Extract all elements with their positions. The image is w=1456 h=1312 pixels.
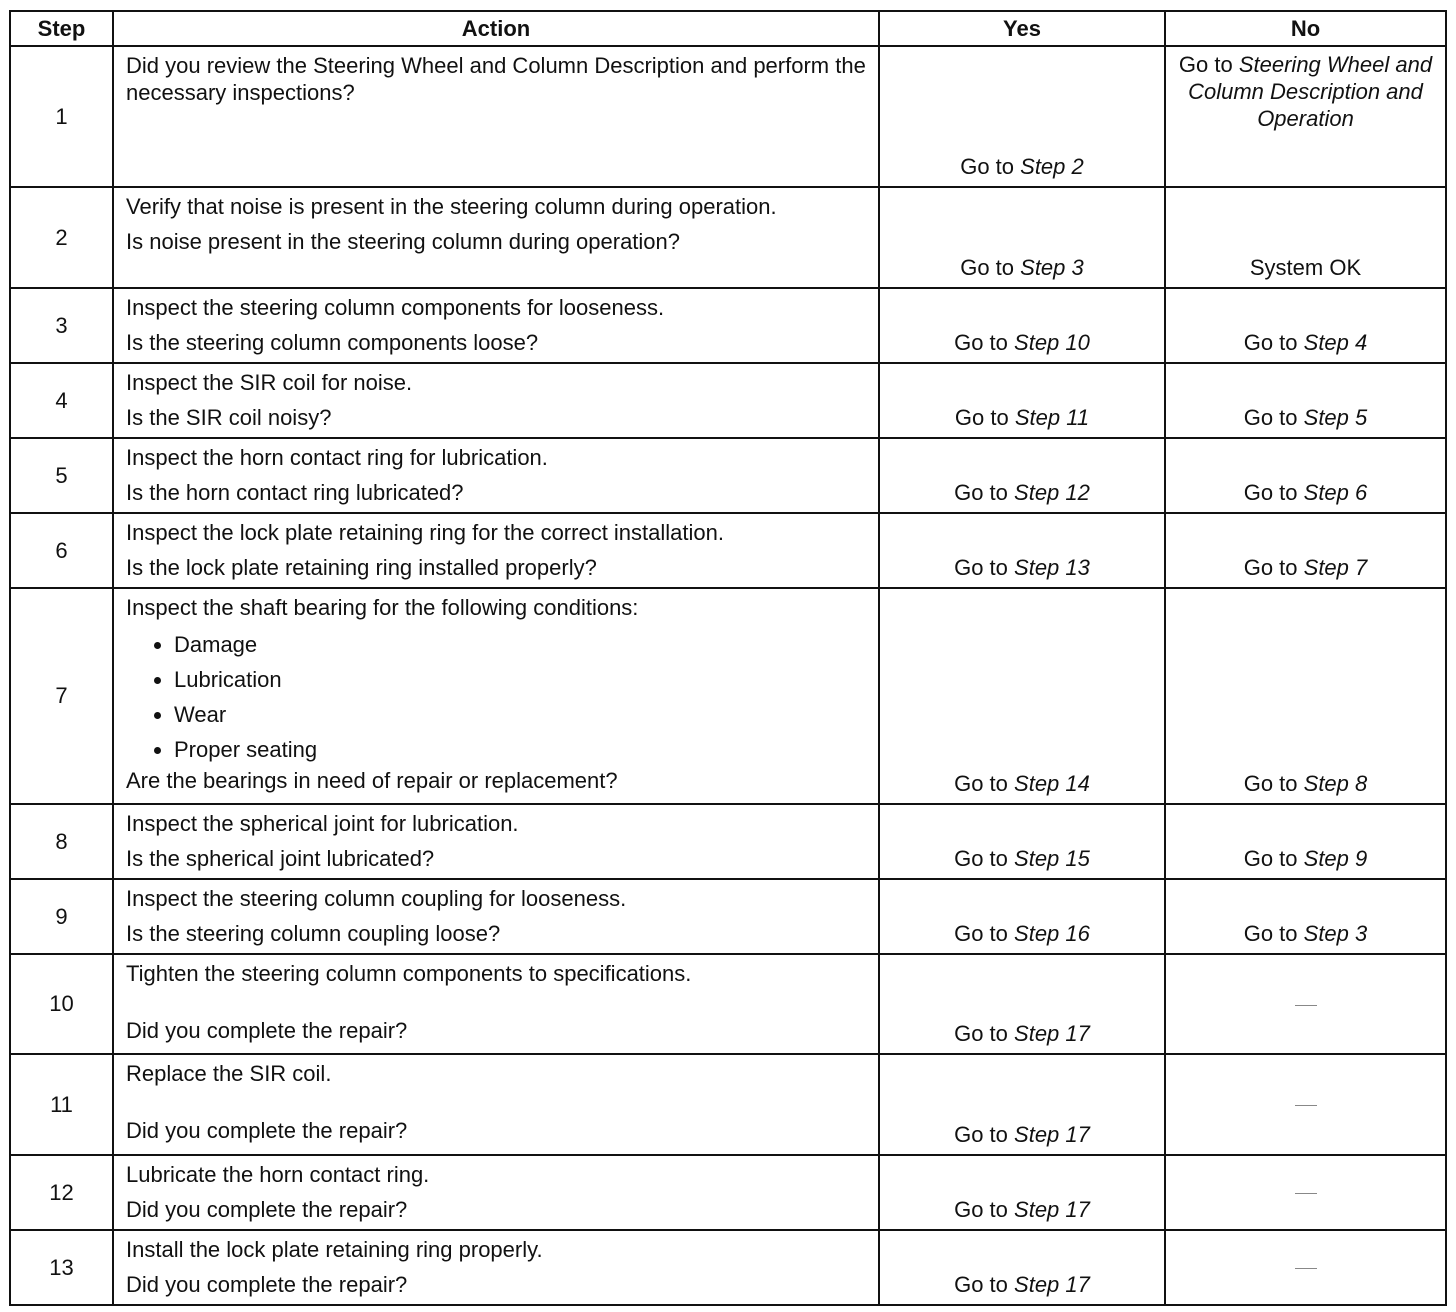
table-row [10,1155,1446,1230]
step-link [1020,255,1084,280]
action-instruction: Inspect the horn contact ring for lubrication. [126,445,548,470]
action-cell [113,804,879,879]
step-number-cell: 5 [10,438,113,513]
go-to-text: Go to [954,771,1008,796]
step-word: Step [1014,555,1060,580]
step-link [1014,480,1090,505]
table-row [10,288,1446,363]
step-word: Step [1014,846,1060,871]
step-number: 17 [1065,1122,1090,1147]
header-step: Step [10,11,113,46]
step-word: Step [1303,330,1349,355]
action-cell [113,363,879,438]
step-link [1014,1021,1090,1046]
action-cell [113,588,879,804]
table-row [10,588,1446,804]
no-cell [1165,879,1446,954]
action-question: Is the horn contact ring lubricated? [126,480,464,505]
go-to-text: Go to [954,1021,1008,1046]
step-link [1014,1197,1090,1222]
step-link [1015,405,1089,430]
step-number: 11 [1066,405,1090,430]
step-word: Step [1014,1197,1060,1222]
no-cell [1165,187,1446,288]
step-link [1014,1122,1090,1147]
no-cell [1165,1054,1446,1155]
table-row [10,187,1446,288]
action-instruction: Inspect the spherical joint for lubrication. [126,811,519,836]
step-number-cell: 12 [10,1155,113,1230]
no-cell [1165,46,1446,187]
action-cell [113,513,879,588]
not-applicable-dash [1295,1193,1317,1194]
action-question: Is the steering column components loose? [126,330,539,355]
step-number-cell: 2 [10,187,113,288]
step-number: 9 [1355,846,1368,871]
go-to-text: Go to [954,921,1008,946]
yes-cell [879,1230,1165,1305]
step-link [1014,555,1090,580]
action-cell [113,879,879,954]
go-to-text: Go to [960,154,1015,179]
header-row [10,11,1446,46]
go-to-text: Go to [954,405,1009,430]
step-word: Step [1303,771,1349,796]
yes-cell [879,288,1165,363]
table-row [10,46,1446,187]
action-cell [113,438,879,513]
step-link [1014,1272,1090,1297]
table-row [10,1054,1446,1155]
action-intro: Inspect the shaft bearing for the following conditions: [126,595,639,620]
action-question: Did you complete the repair? [126,1197,408,1222]
yes-cell [879,954,1165,1054]
header-no: No [1165,11,1446,46]
action-question: Is noise present in the steering column during operation? [126,229,681,254]
action-cell [113,1054,879,1155]
action-question: Did you complete the repair? [126,1018,408,1043]
action-question: Is the spherical joint lubricated? [126,846,435,871]
action-instruction: Install the lock plate retaining ring properly. [126,1237,543,1262]
step-word: Step [1014,921,1060,946]
condition-list [126,627,868,767]
step-number-cell: 3 [10,288,113,363]
step-number-cell: 9 [10,879,113,954]
condition-item: • Proper seating [174,732,868,767]
go-to-text: Go to [1243,330,1298,355]
no-cell [1165,513,1446,588]
step-number-cell: 11 [10,1054,113,1155]
step-number: 4 [1355,330,1368,355]
table-row [10,804,1446,879]
yes-cell [879,187,1165,288]
table-row [10,513,1446,588]
step-word: Step [1014,330,1060,355]
go-to-text: Go to [1243,846,1298,871]
action-cell [113,288,879,363]
step-link [1304,771,1368,796]
no-cell [1165,438,1446,513]
step-link [1014,921,1090,946]
step-number: 10 [1065,330,1090,355]
action-cell [113,46,879,187]
action-instruction: Tighten the steering column components to specifications. [126,961,692,986]
go-to-text: Go to [1243,555,1298,580]
no-cell [1165,363,1446,438]
yes-cell [879,1054,1165,1155]
step-link [1014,846,1090,871]
step-link [1020,154,1084,179]
action-instruction: Replace the SIR coil. [126,1061,332,1086]
diagnostic-table [9,10,1447,1306]
step-word: Step [1014,480,1060,505]
step-number: 3 [1355,921,1368,946]
condition-item: • Damage [174,627,868,662]
no-cell [1165,288,1446,363]
no-cell [1165,1155,1446,1230]
step-number: 6 [1355,480,1368,505]
step-link [1014,330,1090,355]
step-link [1014,771,1090,796]
step-number-cell: 6 [10,513,113,588]
go-to-text: Go to [954,555,1008,580]
not-applicable-dash [1295,1005,1317,1006]
step-link [1304,330,1368,355]
step-number: 12 [1065,480,1090,505]
step-link [1304,405,1368,430]
step-number-cell: 13 [10,1230,113,1305]
step-number: 5 [1355,405,1368,430]
action-question: Is the steering column coupling loose? [126,921,501,946]
go-to-text: Go to [960,255,1015,280]
step-word: Step [1303,480,1349,505]
go-to-text: Go to [1178,52,1233,77]
action-cell [113,954,879,1054]
action-cell [113,187,879,288]
no-cell [1165,1230,1446,1305]
step-word: Step [1014,405,1061,430]
action-instruction: Lubricate the horn contact ring. [126,1162,430,1187]
step-word: Step [1020,255,1066,280]
yes-cell [879,1155,1165,1230]
step-number: 3 [1071,255,1084,280]
step-link [1304,480,1368,505]
go-to-text: Go to [1243,480,1298,505]
condition-item: • Lubrication [174,662,868,697]
table-row [10,1230,1446,1305]
system-ok-text: System OK [1249,255,1362,280]
go-to-text: Go to [954,1122,1008,1147]
action-instruction: Inspect the steering column components for looseness. [126,295,665,320]
step-link [1304,555,1368,580]
yes-cell [879,879,1165,954]
table-row [10,438,1446,513]
action-instruction: Inspect the steering column coupling for looseness. [126,886,627,911]
action-question: Did you complete the repair? [126,1118,408,1143]
step-number-cell: 8 [10,804,113,879]
step-word: Step [1014,1021,1060,1046]
no-cell [1165,954,1446,1054]
go-to-text: Go to [1243,921,1298,946]
go-to-text: Go to [954,846,1008,871]
step-number: 16 [1065,921,1090,946]
condition-item: • Wear [174,697,868,732]
action-question: Is the lock plate retaining ring installed properly? [126,555,597,580]
step-number: 7 [1355,555,1368,580]
yes-cell [879,804,1165,879]
not-applicable-dash [1295,1268,1317,1269]
step-word: Step [1303,846,1349,871]
step-number: 8 [1355,771,1368,796]
not-applicable-dash [1295,1105,1317,1106]
reference-link: Steering Wheel and Column Description and Operation [1188,52,1433,131]
action-question: Is the SIR coil noisy? [126,405,332,430]
go-to-text: Go to [954,480,1008,505]
action-question: Are the bearings in need of repair or replacement? [126,768,618,793]
yes-cell [879,513,1165,588]
yes-cell [879,46,1165,187]
action-cell [113,1230,879,1305]
step-number-cell: 4 [10,363,113,438]
table-row [10,363,1446,438]
step-word: Step [1303,921,1349,946]
yes-cell [879,438,1165,513]
go-to-text: Go to [954,1272,1008,1297]
action-instruction: Inspect the lock plate retaining ring for the correct installation. [126,520,724,545]
step-number: 13 [1065,555,1090,580]
step-number: 17 [1065,1021,1090,1046]
header-yes: Yes [879,11,1165,46]
go-to-text: Go to [954,330,1008,355]
no-cell [1165,588,1446,804]
step-word: Step [1303,555,1349,580]
step-number-cell: 1 [10,46,113,187]
table-row [10,879,1446,954]
step-link [1304,921,1368,946]
step-link [1304,846,1368,871]
go-to-text: Go to [1243,771,1298,796]
step-number-cell: 10 [10,954,113,1054]
action-instruction: Did you review the Steering Wheel and Column Description and perform the necessary inspections? [126,53,866,105]
go-to-text: Go to [954,1197,1008,1222]
step-word: Step [1303,405,1349,430]
action-cell [113,1155,879,1230]
step-number: 17 [1065,1197,1090,1222]
table-row [10,954,1446,1054]
action-question: Did you complete the repair? [126,1272,408,1297]
step-number-cell: 7 [10,588,113,804]
step-word: Step [1014,1122,1060,1147]
step-word: Step [1020,154,1066,179]
no-cell [1165,804,1446,879]
step-word: Step [1014,771,1060,796]
action-instruction: Verify that noise is present in the steering column during operation. [126,194,777,219]
step-word: Step [1014,1272,1060,1297]
action-instruction: Inspect the SIR coil for noise. [126,370,413,395]
go-to-text: Go to [1243,405,1298,430]
yes-cell [879,363,1165,438]
yes-cell [879,588,1165,804]
step-number: 14 [1065,771,1090,796]
step-number: 15 [1065,846,1090,871]
step-number: 17 [1065,1272,1090,1297]
step-number: 2 [1071,154,1084,179]
header-action: Action [113,11,879,46]
